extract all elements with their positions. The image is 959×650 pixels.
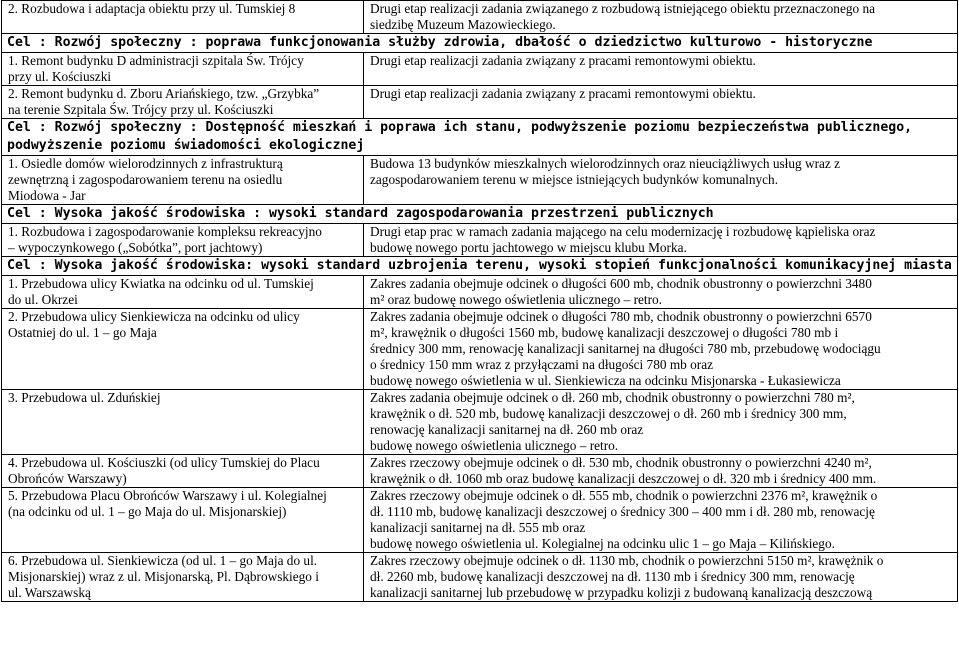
goal-heading: Cel : Wysoka jakość środowiska : wysoki standard zagospodarowania przestrzeni publicznych — [2, 205, 958, 224]
task-name-cell — [2, 1, 364, 34]
text-line: 1. Remont budynku D administracji szpitala Św. Trójcy — [8, 53, 304, 68]
text-line: zewnętrzną i zagospodarowaniem terenu na osiedlu — [8, 172, 283, 187]
task-description-cell — [364, 224, 958, 257]
task-row — [2, 156, 958, 205]
text-line: renowację kanalizacji sanitarnej na dł. 260 mb oraz — [370, 422, 644, 437]
task-description-cell — [364, 390, 958, 455]
text-line: 1. Rozbudowa i zagospodarowanie kompleksu rekreacyjno — [8, 224, 322, 239]
text-line: krawężnik o dł. 1060 mb oraz budowę kanalizacji deszczowej o dł. 320 mb i średnicy 400 mm. — [370, 471, 877, 486]
task-description-cell — [364, 553, 958, 602]
text-line: dł. 1110 mb, budowę kanalizacji deszczowej o średnicy 300 – 400 mm i dł. 280 mb, renowację — [370, 504, 875, 519]
goal-heading: Cel : Rozwój społeczny : Dostępność mieszkań i poprawa ich stanu, podwyższenie poziomu bezpieczeństwa publicznego, podwyższenie poziomu świadomości ekologicznej — [2, 119, 958, 156]
text-line: – wypoczynkowego („Sobótka”, port jachtowy) — [8, 240, 263, 255]
text-line: Drugi etap realizacji zadania związanego z rozbudową istniejącego obiektu przeznaczonego na — [370, 1, 876, 16]
text-line: budowę nowego oświetlenia w ul. Sienkiewicza na odcinku Misjonarska - Łukasiewicza — [370, 373, 841, 388]
text-line: Zakres zadania obejmuje odcinek o długości 600 mb, chodnik obustronny o powierzchni 3480 — [370, 276, 872, 291]
task-name-cell — [2, 224, 364, 257]
task-description-cell — [364, 455, 958, 488]
goal-heading: Cel : Wysoka jakość środowiska: wysoki standard uzbrojenia terenu, wysoki stopień funkcjonalności komunikacyjnej miasta — [2, 257, 958, 276]
text-line: budowę nowego portu jachtowego w miejscu klubu Morka. — [370, 240, 687, 255]
goal-row — [2, 34, 958, 53]
text-line: Miodowa - Jar — [8, 188, 86, 203]
text-line: 3. Przebudowa ul. Zduńskiej — [8, 390, 161, 405]
text-line: 6. Przebudowa ul. Sienkiewicza (od ul. 1 – go Maja do ul. — [8, 553, 318, 568]
text-line: (na odcinku od ul. 1 – go Maja do ul. Misjonarskiej) — [8, 504, 287, 519]
text-line: budowę nowego oświetlenia ulicznego – retro. — [370, 438, 619, 453]
text-line: do ul. Okrzei — [8, 292, 78, 307]
goal-row — [2, 119, 958, 156]
text-line: ul. Warszawską — [8, 585, 91, 600]
task-row — [2, 53, 958, 86]
text-line: Zakres zadania obejmuje odcinek o długości 780 mb, chodnik obustronny o powierzchni 6570 — [370, 309, 872, 324]
task-description-cell — [364, 488, 958, 553]
task-row — [2, 224, 958, 257]
text-line: 2. Przebudowa ulicy Sienkiewicza na odcinku od ulicy — [8, 309, 300, 324]
text-line: o średnicy 150 mm wraz z przyłączami na długości 780 mb oraz — [370, 357, 714, 372]
task-name-cell — [2, 53, 364, 86]
task-description-cell — [364, 276, 958, 309]
task-name-cell — [2, 86, 364, 119]
goal-row — [2, 257, 958, 276]
text-line: przy ul. Kościuszki — [8, 69, 112, 84]
task-row — [2, 309, 958, 390]
text-line: kanalizacji sanitarnej na dł. 555 mb oraz — [370, 520, 586, 535]
task-description-cell — [364, 156, 958, 205]
task-row — [2, 553, 958, 602]
text-line: 5. Przebudowa Placu Obrońców Warszawy i ul. Kolegialnej — [8, 488, 327, 503]
task-name-cell — [2, 390, 364, 455]
task-row — [2, 488, 958, 553]
text-line: Zakres zadania obejmuje odcinek o dł. 260 mb, chodnik obustronny o powierzchni 780 m², — [370, 390, 855, 405]
text-line: Ostatniej do ul. 1 – go Maja — [8, 325, 157, 340]
task-name-cell — [2, 553, 364, 602]
text-line: 2. Remont budynku d. Zboru Ariańskiego, tzw. „Grzybka” — [8, 86, 320, 101]
text-line: 1. Osiedle domów wielorodzinnych z infrastrukturą — [8, 156, 283, 171]
text-line: siedzibę Muzeum Mazowieckiego. — [370, 17, 556, 32]
task-row — [2, 276, 958, 309]
text-line: krawężnik o dł. 520 mb, budowę kanalizacji deszczowej o dł. 260 mb i średnicy 300 mm, — [370, 406, 847, 421]
task-description-cell — [364, 1, 958, 34]
text-line: Budowa 13 budynków mieszkalnych wielorodzinnych oraz nieuciążliwych usług wraz z — [370, 156, 841, 171]
goal-row — [2, 205, 958, 224]
text-line: budowę nowego oświetlenia ul. Kolegialnej na odcinku ulic 1 – go Maja – Kilińskiego. — [370, 536, 835, 551]
task-row — [2, 1, 958, 34]
text-line: Drugi etap realizacji zadania związany z pracami remontowymi obiektu. — [370, 86, 756, 101]
text-line: Zakres rzeczowy obejmuje odcinek o dł. 530 mb, chodnik obustronny o powierzchni 4240 m², — [370, 455, 872, 470]
task-row — [2, 86, 958, 119]
text-line: na terenie Szpitala Św. Trójcy przy ul. Kościuszki — [8, 102, 274, 117]
text-line: Zakres rzeczowy obejmuje odcinek o dł. 555 mb, chodnik o powierzchni 2376 m², krawężnik o — [370, 488, 878, 503]
task-name-cell — [2, 156, 364, 205]
task-name-cell — [2, 309, 364, 390]
text-line: Drugi etap prac w ramach zadania mającego na celu modernizację i rozbudowę kąpieliska oraz — [370, 224, 876, 239]
task-description-cell — [364, 53, 958, 86]
task-name-cell — [2, 455, 364, 488]
investment-table — [1, 0, 958, 602]
investment-table-body — [2, 1, 958, 602]
text-line: dł. 2260 mb, budowę kanalizacji deszczowej na dł. 1130 mb i średnicy 300 mm, renowację — [370, 569, 855, 584]
text-line: 4. Przebudowa ul. Kościuszki (od ulicy Tumskiej do Placu — [8, 455, 320, 470]
goal-heading: Cel : Rozwój społeczny : poprawa funkcjonowania służby zdrowia, dbałość o dziedzictwo kulturowo - historyczne — [2, 34, 958, 53]
text-line: 1. Przebudowa ulicy Kwiatka na odcinku od ul. Tumskiej — [8, 276, 314, 291]
text-line: Drugi etap realizacji zadania związany z pracami remontowymi obiektu. — [370, 53, 756, 68]
text-line: zagospodarowaniem terenu w miejsce istniejących budynków komunalnych. — [370, 172, 779, 187]
text-line: Misjonarskiej) wraz z ul. Misjonarską, Pl. Dąbrowskiego i — [8, 569, 319, 584]
text-line: Obrońców Warszawy) — [8, 471, 127, 486]
text-line: Zakres rzeczowy obejmuje odcinek o dł. 1130 mb, chodnik o powierzchni 5150 m², krawężnik o — [370, 553, 884, 568]
task-name-cell — [2, 488, 364, 553]
text-line: średnicy 300 mm, renowację kanalizacji sanitarnej na długości 780 mb, przebudowę wodociągu — [370, 341, 881, 356]
text-line: m², krawężnik o długości 1560 mb, budowę kanalizacji deszczowej o długości 780 mb i — [370, 325, 839, 340]
text-line: 2. Rozbudowa i adaptacja obiektu przy ul. Tumskiej 8 — [8, 1, 296, 16]
text-line: kanalizacji sanitarnej lub przebudowę w przypadku kolizji z budowaną kanalizacją deszczową — [370, 585, 873, 600]
text-line: m² oraz budowę nowego oświetlenia ulicznego – retro. — [370, 292, 662, 307]
task-description-cell — [364, 86, 958, 119]
task-row — [2, 455, 958, 488]
task-name-cell — [2, 276, 364, 309]
task-description-cell — [364, 309, 958, 390]
task-row — [2, 390, 958, 455]
